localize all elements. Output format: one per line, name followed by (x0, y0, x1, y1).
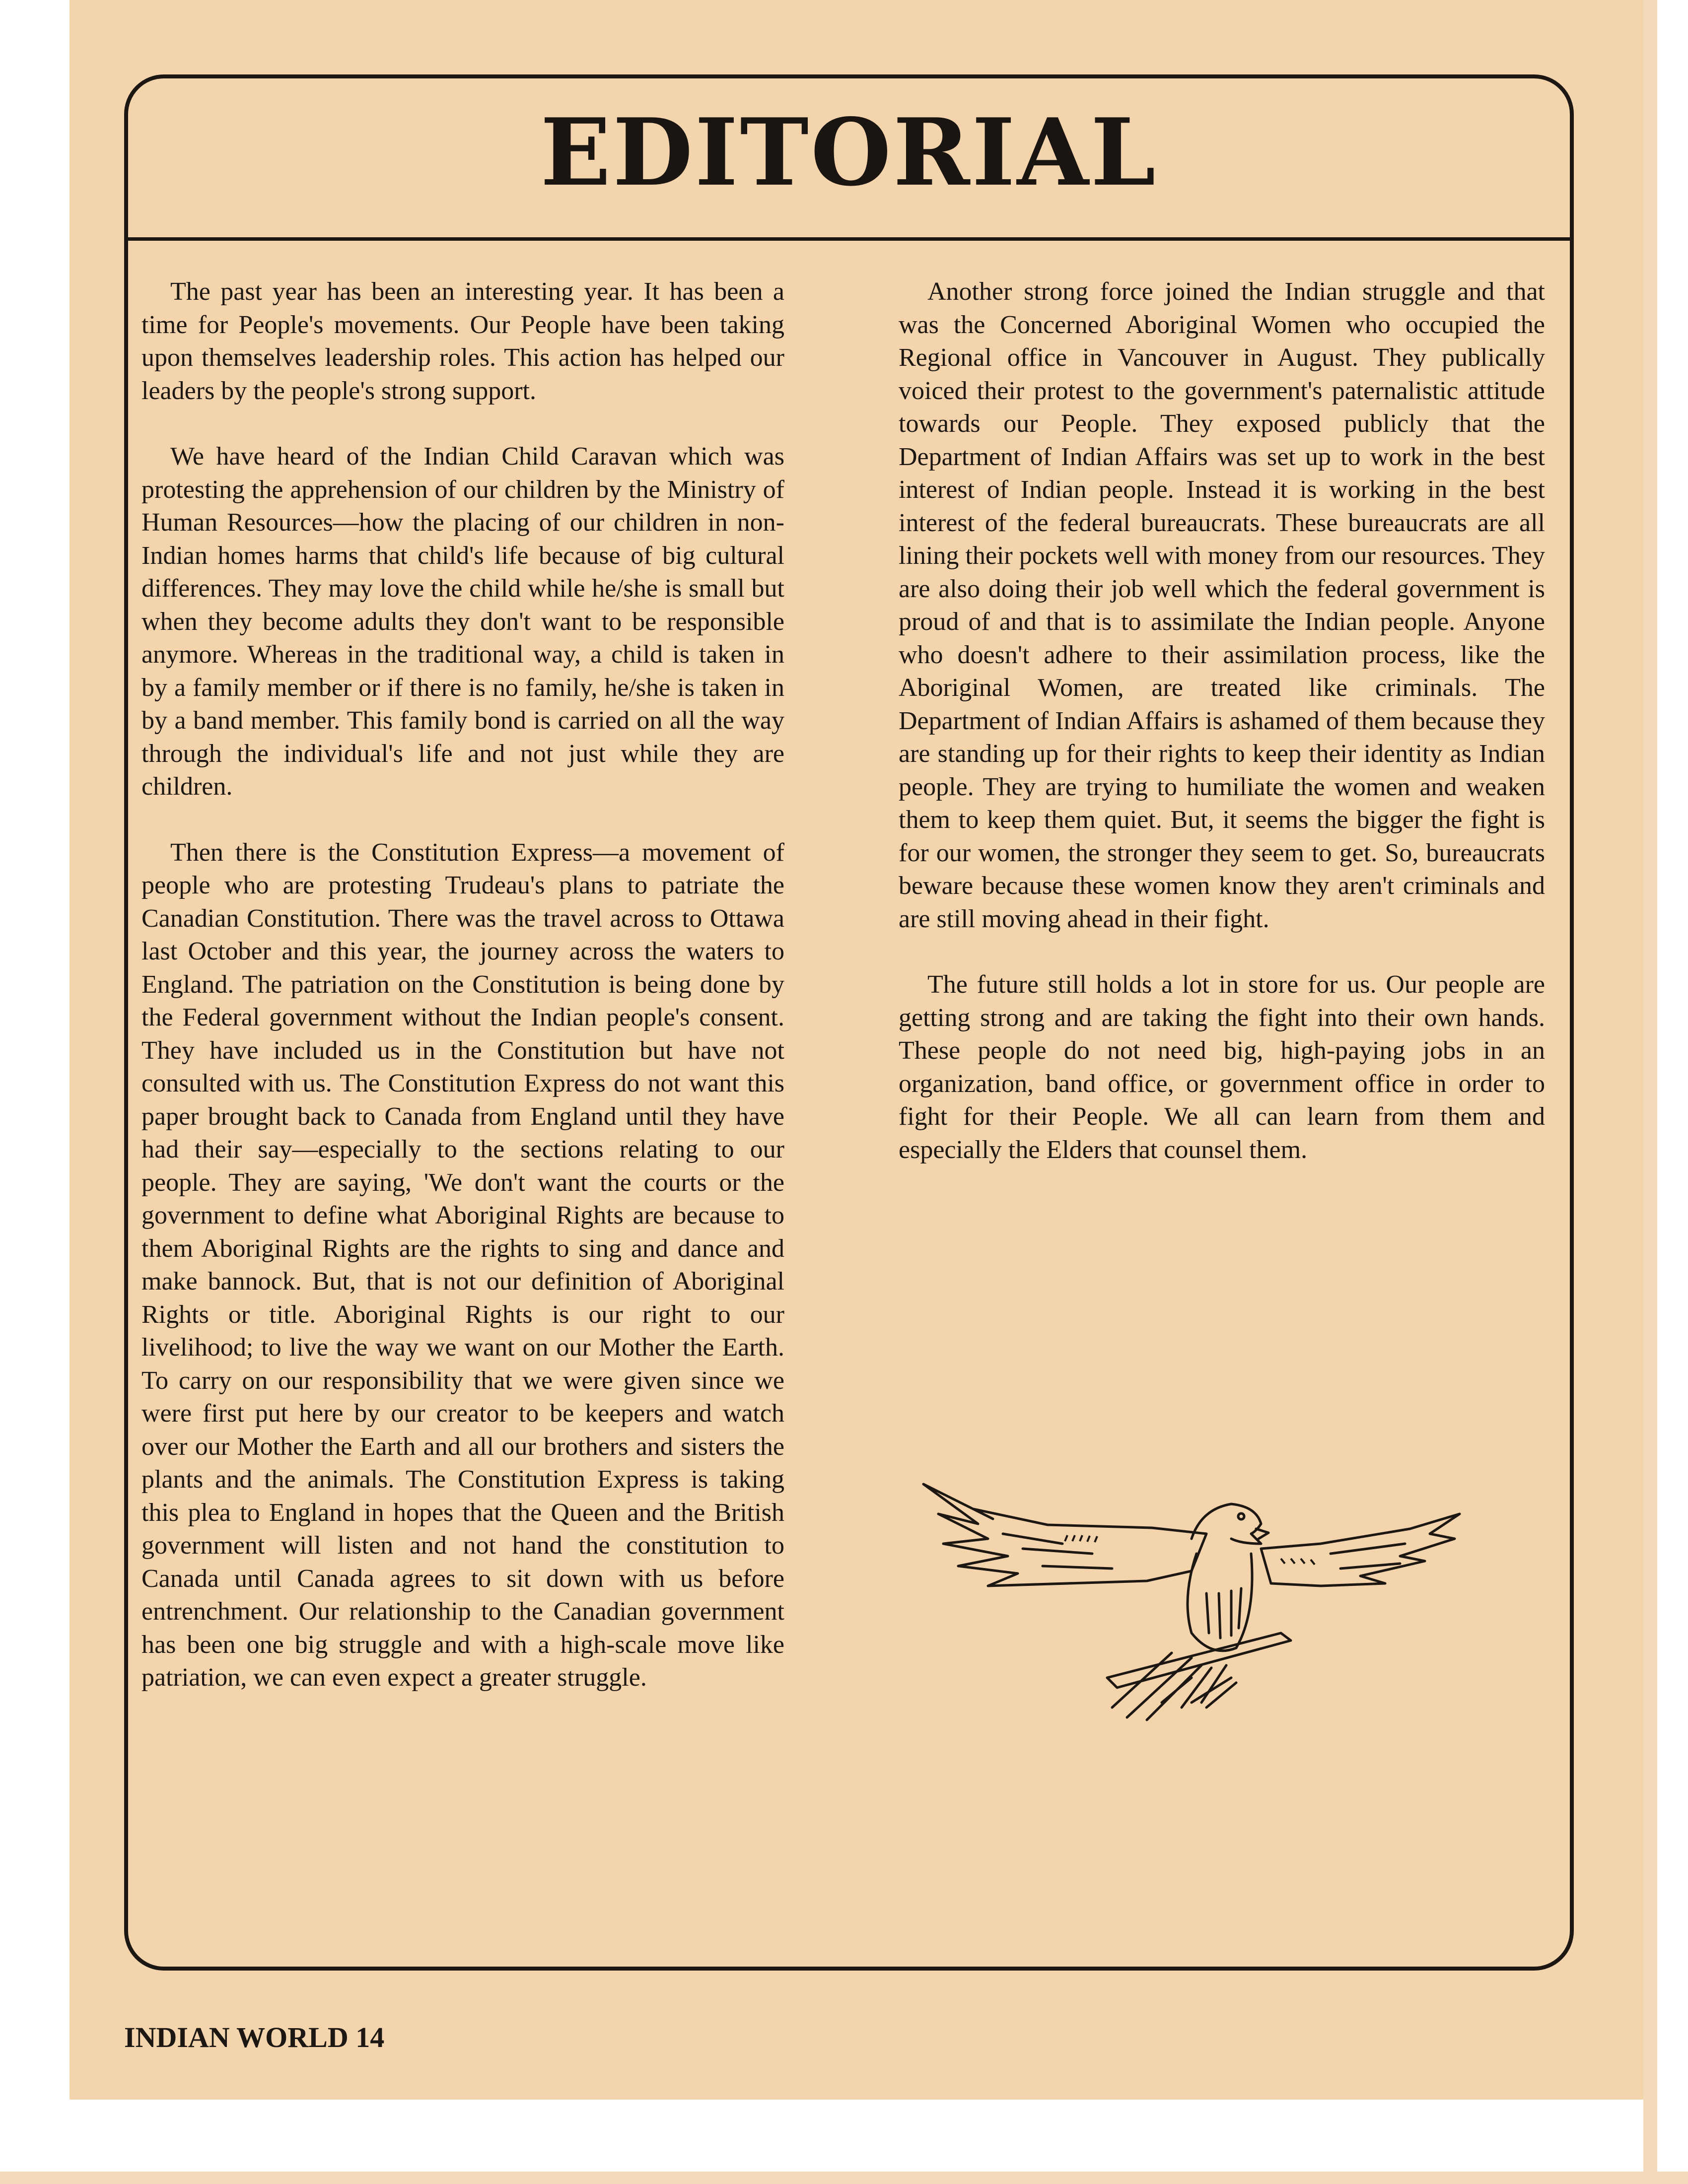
paragraph-child-caravan: We have heard of the Indian Child Caravan which was protesting the apprehension of our children by the Ministry of Human Resources—how the placing of our children in non-Indian homes harms that child's life because of big cultural differences. They may love the child while he/she is small but when they become adults they don't want to be responsible anymore. Whereas in the traditional way, a child is taken in by a family member or if there is no family, he/she is taken in by a band member. This family bond is carried on all the way through the individual's life and not just while they are children. (141, 442, 784, 801)
left-column (141, 275, 784, 1727)
header-divider (124, 237, 1574, 241)
scan-edge-right (1643, 0, 1657, 2184)
paragraph-constitution-express: Then there is the Constitution Express—a movement of people who are protesting Trudeau's plans to patriate the Canadian Constitution. There was the travel across to Ottawa last October and this year, the journey across the waters to England. The patriation on the Constitution is being done by the Federal government without the Indian people's consent. They have included us in the Constitution but have not consulted with us. The Constitution Express do not want this paper brought back to Canada from England until they have had their say—especially to the sections relating to our people. They are saying, 'We don't want the courts or the government to define what Aboriginal Rights are because to them Aboriginal Rights are the rights to sing and dance and make bannock. But, that is not our definition of Aboriginal Rights or title. Aboriginal Rights is our right to our livelihood; to live the way we want on our Mother the Earth. To carry on our responsibility that we were given since we were first put here by our creator to be keepers and watch over our Mother the Earth and all our brothers and sisters the plants and the animals. The Constitution Express is taking this plea to England in hopes that the Queen and the British government will listen and not hand the constitution to Canada until Canada agrees to sit down with us before entrenchment. Our relationship to the Canadian government has been one big struggle and with a high-scale move like patriation, we can even expect a greater struggle. (141, 838, 784, 1692)
scan-edge-bottom (0, 2172, 1688, 2184)
paragraph-aboriginal-women: Another strong force joined the Indian struggle and that was the Concerned Aboriginal Women who occupied the Regional office in Vancouver in August. They publically voiced their protest to the government's paternalistic attitude towards our People. They exposed publicly that the Department of Indian Affairs was set up to work in the best interest of Indian people. Instead it is working in the best interest of the federal bureaucrats. These bureaucrats are all lining their pockets well with money from our resources. They are also doing their job well which the federal government is proud of and that is to assimilate the Indian people. Anyone who doesn't adhere to their assimilation process, like the Aboriginal Women, are treated like criminals. The Department of Indian Affairs is ashamed of them because they are standing up for their rights to keep their identity as Indian people. They are trying to humiliate the women and weaken them to keep them quiet. But, it seems the bigger the fight is for our women, the stronger they seem to get. So, bureaucrats beware because these women know they aren't criminals and are still moving ahead in their fight. (899, 277, 1545, 933)
page-title: EDITORIAL (540, 98, 1158, 206)
paragraph-intro: The past year has been an interesting year. It has been a time for People's movements. Our People have been taking upon themselves leadership roles. This action has helped our leaders by the people's strong support. (141, 277, 784, 405)
paragraph-future: The future still holds a lot in store for us. Our people are getting strong and are taking the fight into their own hands. These people do not need big, high-paying jobs in an organization, band office, or government office in order to fight for their People. We all can learn from them and especially the Elders that counsel them. (899, 970, 1545, 1164)
eagle-drawing-icon (914, 1469, 1475, 1732)
running-foot: INDIAN WORLD 14 (124, 2021, 385, 2053)
right-column (899, 275, 1545, 1199)
